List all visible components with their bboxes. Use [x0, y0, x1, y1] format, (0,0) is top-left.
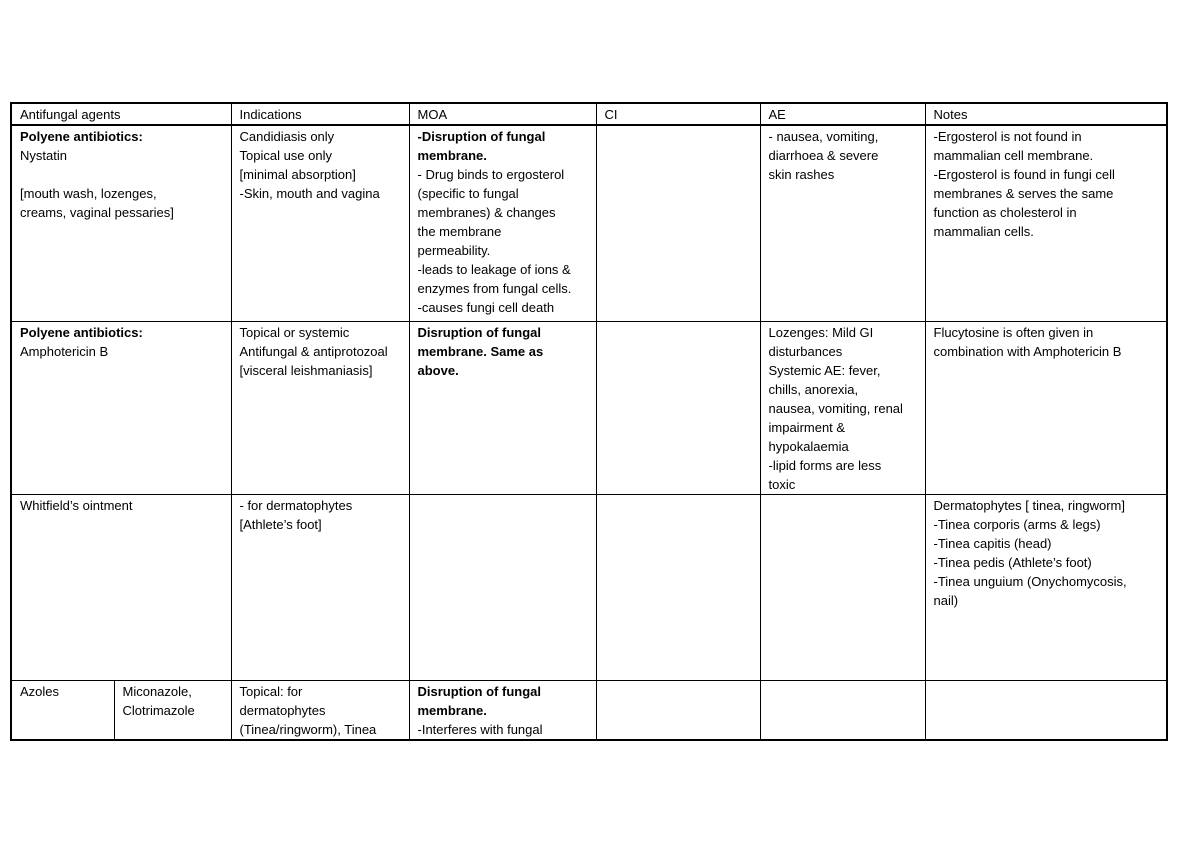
cell-line: creams, vaginal pessaries] [20, 205, 174, 220]
cell-line: Whitfield’s ointment [20, 498, 133, 513]
cell-line: (Tinea/ringworm), Tinea [239, 722, 377, 737]
cell-line: -Tinea capitis (head) [933, 536, 1052, 551]
cell-line: enzymes from fungal cells. [417, 281, 572, 296]
cell-moa [409, 322, 596, 495]
cell-moa [409, 495, 596, 681]
cell-line: Polyene antibiotics: [20, 129, 143, 144]
cell-line: Dermatophytes [ tinea, ringworm] [933, 498, 1125, 513]
cell-notes [925, 125, 1167, 322]
table-header-row [11, 103, 1167, 125]
cell-agent [11, 322, 231, 495]
cell-line: Disruption of fungal [417, 684, 541, 699]
cell-line: Topical: for [239, 684, 303, 699]
cell-line: (specific to fungal [417, 186, 519, 201]
antifungal-table [10, 102, 1168, 741]
table-row [11, 322, 1167, 495]
cell-line: Disruption of fungal [417, 325, 541, 340]
cell-indications [231, 495, 409, 681]
header-notes: Notes [925, 103, 1167, 125]
cell-line: [Athlete’s foot] [239, 517, 322, 532]
cell-line: Lozenges: Mild GI [768, 325, 874, 340]
cell-line: [minimal absorption] [239, 167, 356, 182]
cell-line: mammalian cells. [933, 224, 1034, 239]
cell-ae [760, 322, 925, 495]
cell-ae [760, 495, 925, 681]
cell-line: Antifungal & antiprotozoal [239, 344, 388, 359]
cell-line: -Tinea corporis (arms & legs) [933, 517, 1101, 532]
cell-line: Azoles [20, 684, 60, 699]
cell-line: Flucytosine is often given in [933, 325, 1094, 340]
cell-notes [925, 495, 1167, 681]
cell-line: membranes) & changes [417, 205, 556, 220]
cell-line: above. [417, 363, 459, 378]
cell-indications [231, 322, 409, 495]
cell-line: nausea, vomiting, renal [768, 401, 903, 416]
cell-indications [231, 681, 409, 741]
cell-line: membrane. [417, 148, 487, 163]
cell-notes [925, 322, 1167, 495]
cell-line: Systemic AE: fever, [768, 363, 881, 378]
cell-line: - for dermatophytes [239, 498, 353, 513]
cell-line: mammalian cell membrane. [933, 148, 1094, 163]
cell-line: - Drug binds to ergosterol [417, 167, 565, 182]
cell-line: -Disruption of fungal [417, 129, 546, 144]
cell-line: toxic [768, 477, 796, 492]
cell-line: diarrhoea & severe [768, 148, 879, 163]
header-ae: AE [760, 103, 925, 125]
cell-line: Nystatin [20, 148, 67, 163]
cell-line: function as cholesterol in [933, 205, 1077, 220]
cell-line: permeability. [417, 243, 491, 258]
cell-line: Topical use only [239, 148, 332, 163]
cell-ae [760, 681, 925, 741]
cell-line: Amphotericin B [20, 344, 109, 359]
cell-line: Candidiasis only [239, 129, 335, 144]
cell-line: membranes & serves the same [933, 186, 1114, 201]
table-row [11, 681, 1167, 741]
cell-agent [11, 125, 231, 322]
cell-line: [visceral leishmaniasis] [239, 363, 373, 378]
cell-line: the membrane [417, 224, 502, 239]
cell-line: membrane. [417, 703, 487, 718]
cell-line: -causes fungi cell death [417, 300, 555, 315]
cell-line: dermatophytes [239, 703, 326, 718]
cell-ci [596, 322, 760, 495]
cell-line: -Skin, mouth and vagina [239, 186, 380, 201]
cell-moa [409, 125, 596, 322]
cell-notes [925, 681, 1167, 741]
header-ci: CI [596, 103, 760, 125]
cell-ci [596, 125, 760, 322]
cell-ae [760, 125, 925, 322]
cell-line: -leads to leakage of ions & [417, 262, 571, 277]
cell-ci [596, 495, 760, 681]
cell-indications [231, 125, 409, 322]
cell-line: [mouth wash, lozenges, [20, 186, 157, 201]
cell-line: Topical or systemic [239, 325, 350, 340]
cell-line: hypokalaemia [768, 439, 849, 454]
cell-line: -Ergosterol is found in fungi cell [933, 167, 1115, 182]
cell-line [20, 165, 223, 184]
cell-line: -Tinea pedis (Athlete’s foot) [933, 555, 1092, 570]
cell-line: Miconazole, [122, 684, 192, 699]
cell-moa [409, 681, 596, 741]
cell-line: Clotrimazole [122, 703, 195, 718]
cell-line: disturbances [768, 344, 843, 359]
cell-line: combination with Amphotericin B [933, 344, 1122, 359]
cell-line: -Interferes with fungal [417, 722, 543, 737]
cell-line: skin rashes [768, 167, 835, 182]
cell-line: impairment & [768, 420, 846, 435]
cell-agent-class [11, 681, 114, 741]
header-antifungal-agents: Antifungal agents [11, 103, 231, 125]
cell-line: chills, anorexia, [768, 382, 859, 397]
header-indications: Indications [231, 103, 409, 125]
cell-line: -Tinea unguium (Onychomycosis, [933, 574, 1127, 589]
cell-line: membrane. Same as [417, 344, 544, 359]
cell-line: nail) [933, 593, 959, 608]
table-row [11, 125, 1167, 322]
cell-ci [596, 681, 760, 741]
table-row [11, 495, 1167, 681]
cell-agent-drug [114, 681, 231, 741]
cell-line: -lipid forms are less [768, 458, 882, 473]
cell-line: - nausea, vomiting, [768, 129, 879, 144]
cell-line: Polyene antibiotics: [20, 325, 143, 340]
cell-agent [11, 495, 231, 681]
header-moa: MOA [409, 103, 596, 125]
cell-line: -Ergosterol is not found in [933, 129, 1082, 144]
